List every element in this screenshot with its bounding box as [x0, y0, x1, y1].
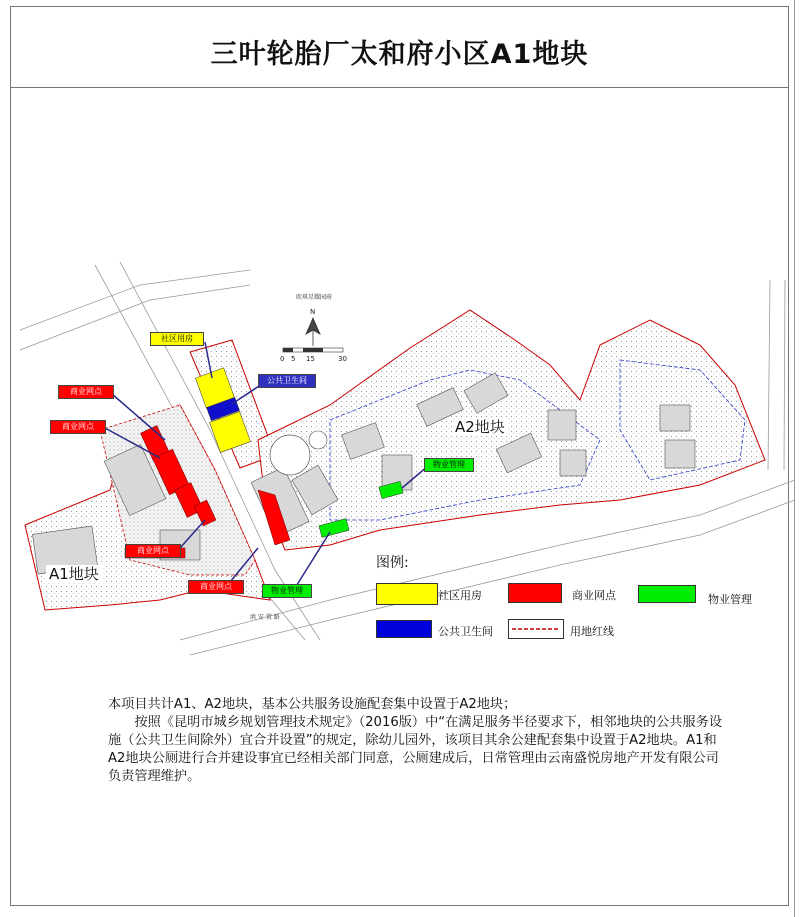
description-line-1: 本项目共计A1、A2地块，基本公共服务设施配套集中设置于A2地块； — [108, 697, 517, 712]
scale-bar — [283, 348, 343, 352]
legend-label-toilet: 公共卫生间 — [438, 625, 493, 638]
scale-tick-15: 15 — [306, 355, 315, 363]
callout-property-2: 物业管理 — [262, 584, 312, 598]
description-text — [108, 696, 728, 786]
road-label-bottom: 滇 安 置 路 — [250, 614, 280, 621]
legend-swatch-redline — [508, 619, 564, 639]
a2-parcel — [251, 310, 765, 550]
scale-tick-5: 5 — [291, 355, 296, 363]
north-label: N — [310, 308, 316, 316]
legend-label-redline: 用地红线 — [570, 625, 614, 638]
callout-community: 社区用房 — [150, 332, 204, 346]
callout-shop-3: 商业网点 — [125, 544, 181, 558]
page-title: 三叶轮胎厂太和府小区A1地块 — [210, 39, 589, 70]
callout-shop-1: 商业网点 — [58, 385, 114, 399]
north-arrow — [306, 318, 320, 346]
legend-label-community: 社区用房 — [438, 589, 482, 602]
scale-tick-0: 0 — [280, 355, 285, 363]
callout-shop-2: 商业网点 — [50, 420, 106, 434]
legend-swatch-property — [638, 585, 696, 603]
callout-shop-4: 商业网点 — [188, 580, 244, 594]
legend-swatch-shop — [508, 583, 562, 603]
legend-label-property: 物业管理 — [708, 593, 752, 606]
legend-swatch-toilet — [376, 620, 432, 638]
description-paragraph-2: 按照《昆明市城乡规划管理技术规定》（2016版）中“在满足服务半径要求下，相邻地块的公共服务设施（公共卫生间除外）宜合并设置”的规定，除幼儿园外，该项目其余公建配套集中设置于A2地块。A1和A2地块公厕进行合并建设事宜已经相关部门同意，公厕建成后，日常管理由云南盛悦房地产开发有限公司负责管理维护。 — [108, 715, 723, 784]
callout-property-1: 物业管理 — [424, 458, 474, 472]
legend-swatch-community — [376, 583, 438, 605]
legend-title: 图例: — [376, 555, 409, 571]
a1-block-label: A1地块 — [46, 565, 102, 583]
scale-tick-30: 30 — [338, 355, 347, 363]
map-small-title: 欧琪星耀园府 — [296, 294, 333, 301]
a2-block-label: A2地块 — [452, 418, 508, 436]
legend-label-shop: 商业网点 — [572, 589, 616, 602]
callout-toilet: 公共卫生间 — [258, 374, 316, 388]
